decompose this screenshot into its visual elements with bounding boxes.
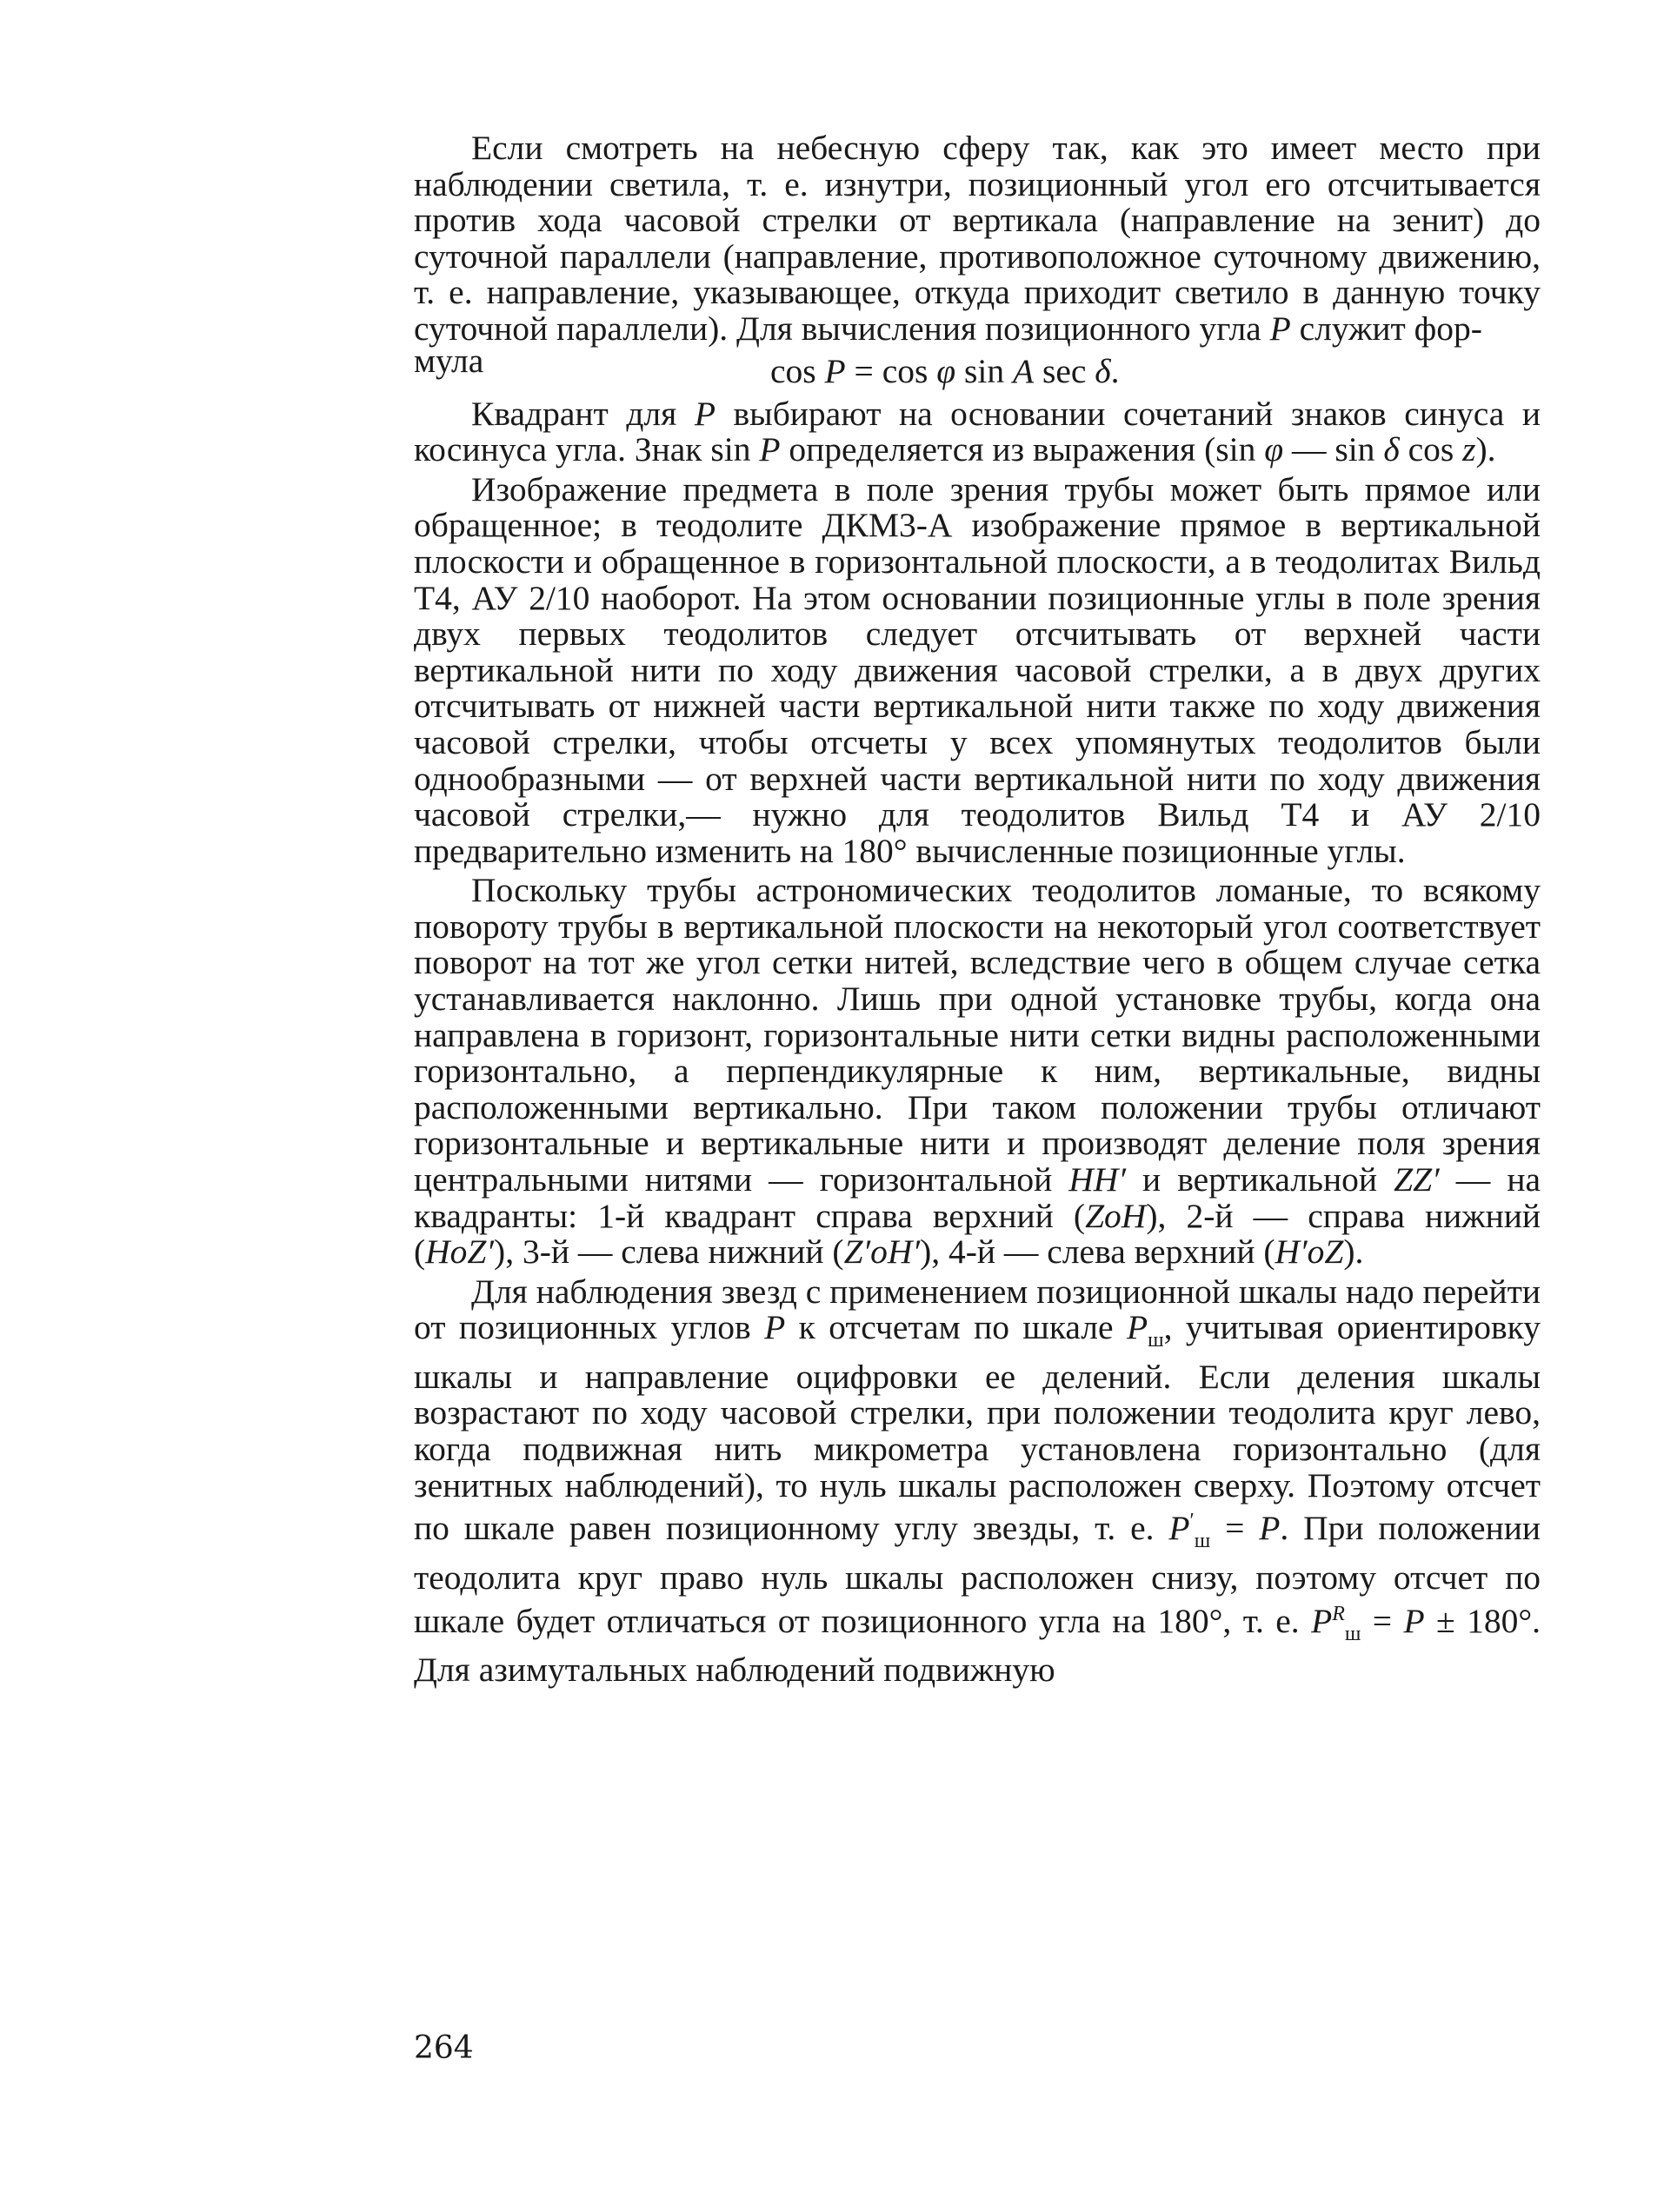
paragraph-3: Изображение предмета в поле зрения трубы может быть прямое или обращенное; в теодолите ДКМ3-А изображение прямое в вертикальной плоскости и обращенное в горизонтальной плоскости, а в теодолитах Вильд Т4, АУ 2/10 наоборот. На этом основании позиционные углы в поле зрения двух первых теодолитов следует отсчитывать от верхней части вертикальной нити по ходу движения часовой стрелки, а в двух других отсчитывать от нижней части вертикальной нити также по ходу движения часовой стрелки, чтобы отсчеты у всех упомянутых теодолитов были однообразными — от верхней части вертикальной нити по ходу движения часовой стрелки,— нужно для теодолитов Вильд Т4 и АУ 2/10 предварительно изменить на 180° вычисленные позиционные углы. [414, 469, 1541, 870]
formula-lead-text: мула [414, 341, 484, 380]
page-body [414, 130, 1541, 1692]
paragraph-4: Поскольку трубы астрономических теодолитов ломаные, то всякому повороту трубы в вертикальной плоскости на некоторый угол соответствует поворот на тот же угол сетки нитей, вследствие чего в общем случае сетка устанавливается наклонно. Лишь при одной установке трубы, когда она направлена в горизонт, горизонтальные нити сетки видны расположенными горизонтально, а перпендикулярные к ним, вертикальные, видны расположенными вертикально. При таком положении трубы отличают горизонтальные и вертикальные нити и производят деление поля зрения центральными нитями — горизонтальной HH′ и вертикальной ZZ′ — на квадранты: 1-й квадрант справа верхний (ZoH), 2-й — справа нижний (HoZ′), 3-й — слева нижний (Z′oH′), 4-й — слева верхний (H′oZ). [414, 871, 1541, 1272]
formula-block [414, 341, 1541, 390]
page-number: 264 [414, 2030, 474, 2066]
formula: cos P = cos φ sin A sec δ. [770, 351, 1120, 390]
paragraph-1: Если смотреть на небесную сферу так, как это имеет место при наблюдении светила, т. е. изнутри, позиционный угол его отсчитывается против хода часовой стрелки от вертикала (направление на зенит) до суточной параллели (направление, противоположное суточному движению, т. е. направление, указывающее, откуда приходит светило в данную точку суточной параллели). Для вычисления позиционного угла P служит фор- [414, 129, 1541, 348]
paragraph-5: Для наблюдения звезд с применением позиционной шкалы надо перейти от позиционных углов P к отсчетам по шкале $P_ш$, учитывая ориентировку шкалы и направление оцифровки ее делений. Если деления шкалы возрастают по ходу часовой стрелки, при положении теодолита круг лево, когда подвижная нить микрометра установлена горизонтально (для зенитных наблюдений), то нуль шкалы расположен сверху. Поэтому отсчет по шкале равен позиционному углу звезды, т. е. $P'_ш = P$. При положении теодолита круг право нуль шкалы расположен снизу, поэтому отсчет по шкале будет отличаться от позиционного угла на 180°, т. е. $P^R_ш = P \pm 180^\circ$. Для азимутальных наблюдений подвижную [414, 1272, 1541, 1690]
paragraph-2: Квадрант для P выбирают на основании сочетаний знаков синуса и косинуса угла. Знак sin P определяется из выражения (sin φ — sin δ cos z). [414, 394, 1541, 469]
